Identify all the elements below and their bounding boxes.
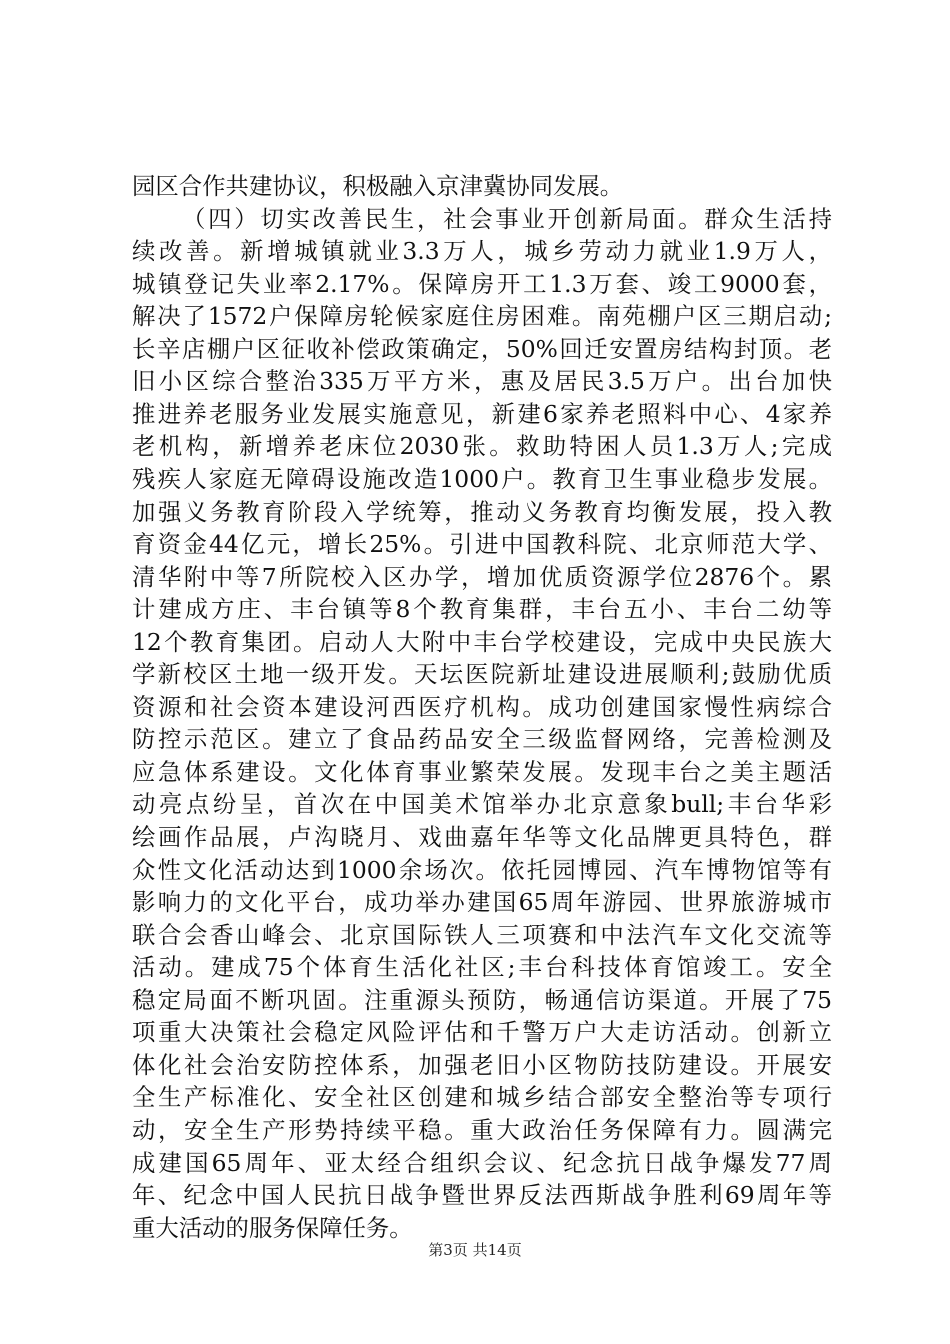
text-line: 众性文化活动达到1000余场次。依托园博园、汽车博物馆等有 <box>132 855 832 884</box>
text-line: 动，安全生产形势持续平稳。重大政治任务保障有力。圆满完 <box>132 1115 832 1144</box>
text-line: 成建国65周年、亚太经合组织会议、纪念抗日战争爆发77周 <box>132 1148 832 1177</box>
text-line: 园区合作共建协议，积极融入京津冀协同发展。 <box>132 172 624 200</box>
text-line: 项重大决策社会稳定风险评估和千警万户大走访活动。创新立 <box>132 1018 832 1047</box>
text-line: 残疾人家庭无障碍设施改造1000户。教育卫生事业稳步发展。 <box>132 464 832 493</box>
text-line: 年、纪念中国人民抗日战争暨世界反法西斯战争胜利69周年等 <box>132 1181 832 1210</box>
text-line: 全生产标准化、安全社区创建和城乡结合部安全整治等专项行 <box>132 1083 832 1112</box>
text-line: 联合会香山峰会、北京国际铁人三项赛和中法汽车文化交流等 <box>132 920 832 949</box>
text-line: 动亮点纷呈，首次在中国美术馆举办北京意象bull;丰台华彩 <box>132 790 832 819</box>
text-line: 稳定局面不断巩固。注重源头预防，畅通信访渠道。开展了75 <box>132 985 832 1014</box>
text-line: 绘画作品展，卢沟晓月、戏曲嘉年华等文化品牌更具特色，群 <box>132 823 832 851</box>
text-line: 12个教育集团。启动人大附中丰台学校建设，完成中央民族大 <box>132 627 832 656</box>
text-line: 影响力的文化平台，成功举办建国65周年游园、世界旅游城市 <box>132 888 832 917</box>
text-line: 防控示范区。建立了食品药品安全三级监督网络，完善检测及 <box>132 725 832 754</box>
text-line: 清华附中等7所院校入区办学，增加优质资源学位2876个。累 <box>132 562 832 591</box>
text-line: 活动。建成75个体育生活化社区;丰台科技体育馆竣工。安全 <box>132 953 832 982</box>
text-line: 推进养老服务业发展实施意见，新建6家养老照料中心、4家养 <box>132 399 832 428</box>
text-line: 城镇登记失业率2.17%。保障房开工1.3万套、竣工9000套， <box>132 269 832 298</box>
text-line: 加强义务教育阶段入学统筹，推动义务教育均衡发展，投入教 <box>132 497 832 526</box>
text-line: 应急体系建设。文化体育事业繁荣发展。发现丰台之美主题活 <box>132 757 832 786</box>
text-line: 解决了1572户保障房轮候家庭住房困难。南苑棚户区三期启动; <box>132 302 832 331</box>
text-line: 长辛店棚户区征收补偿政策确定，50%回迁安置房结构封顶。老 <box>132 334 832 363</box>
text-line: 体化社会治安防控体系，加强老旧小区物防技防建设。开展安 <box>132 1050 832 1079</box>
text-line: 续改善。新增城镇就业3.3万人，城乡劳动力就业1.9万人， <box>132 237 832 266</box>
page-footer: 第3页 共14页 <box>428 1241 522 1259</box>
text-line: 重大活动的服务保障任务。 <box>132 1213 413 1242</box>
text-line: 旧小区综合整治335万平方米，惠及居民3.5万户。出台加快 <box>132 367 832 396</box>
text-line: 老机构，新增养老床位2030张。救助特困人员1.3万人;完成 <box>132 432 832 461</box>
text-line: 计建成方庄、丰台镇等8个教育集群，丰台五小、丰台二幼等 <box>132 595 832 624</box>
text-line: 资源和社会资本建设河西医疗机构。成功创建国家慢性病综合 <box>132 692 832 721</box>
text-line: （四）切实改善民生，社会事业开创新局面。群众生活持 <box>182 204 832 233</box>
text-line: 学新校区土地一级开发。天坛医院新址建设进展顺利;鼓励优质 <box>132 660 832 689</box>
text-line: 育资金44亿元，增长25%。引进中国教科院、北京师范大学、 <box>132 530 832 559</box>
